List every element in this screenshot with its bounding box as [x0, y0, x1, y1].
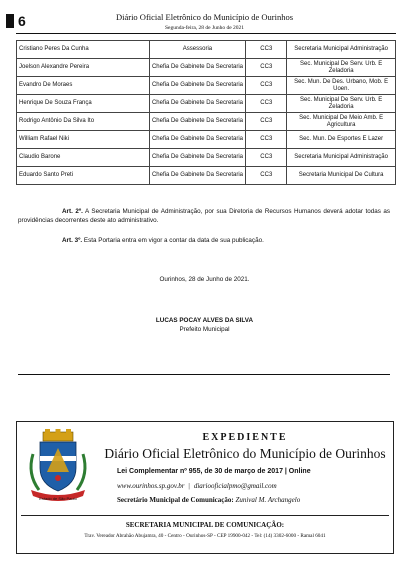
cell-code: CC3 [246, 149, 287, 167]
cell-role: Chefia De Gabinete Da Secretaria [149, 131, 246, 149]
table-row [17, 95, 396, 113]
table-row [17, 149, 396, 167]
expediente-address: Trav. Vereador Abrahão Abujamra, 40 - Centro - Ourinhos-SP - CEP 19900-042 - Tel: (14) 3302-6000 - Ramal 6041 [84, 533, 326, 539]
expediente-heading: EXPEDIENTE [202, 432, 288, 443]
cell-name: Claudio Barone [17, 149, 150, 167]
cell-code: CC3 [246, 77, 287, 95]
table-row [17, 59, 396, 77]
header-divider [16, 33, 396, 34]
article-3 [18, 237, 390, 246]
expediente-links [117, 482, 277, 490]
article-3-text: Esta Portaria entra em vigor a contar da data de sua publicação. [83, 237, 264, 244]
cell-name: Evandro De Moraes [17, 77, 150, 95]
expediente-divider [21, 515, 389, 516]
expediente-department: SECRETARIA MUNICIPAL DE COMUNICAÇÃO: [125, 521, 285, 529]
cell-code: CC3 [246, 59, 287, 77]
signer-name: LUCAS POCAY ALVES DA SILVA [155, 317, 254, 324]
cell-name: William Rafael Niki [17, 131, 150, 149]
cell-code: CC3 [246, 95, 287, 113]
cell-department: Secretaria Municipal Administração [287, 149, 396, 167]
cell-department: Sec. Mun. De Esportes E Lazer [287, 131, 396, 149]
cell-department: Sec. Mun. De Des. Urbano, Mob. E Uoen. [287, 77, 396, 95]
table-row [17, 77, 396, 95]
cell-department: Sec. Municipal De Serv. Urb. E Zeladoria [287, 95, 396, 113]
place-date: Ourinhos, 28 de Junho de 2021. [159, 276, 250, 283]
article-2-label: Art. 2º. [62, 208, 83, 215]
cell-name: Joelson Alexandre Pereira [17, 59, 150, 77]
cell-name: Eduardo Santo Preti [17, 167, 150, 185]
cell-department: Secretaria Municipal Administração [287, 41, 396, 59]
website-link[interactable]: www.ourinhos.sp.gov.br [117, 482, 185, 490]
page-header [0, 0, 409, 36]
cell-code: CC3 [246, 113, 287, 131]
email-link[interactable]: diariooficialpmo@gmail.com [193, 482, 277, 490]
page-number: 6 [18, 13, 26, 29]
cell-role: Chefia De Gabinete Da Secretaria [149, 77, 246, 95]
expediente-secretary [117, 496, 300, 504]
table-row [17, 131, 396, 149]
article-2-text: A Secretaria Municipal de Administração, por sua Diretoria de Recursos Humanos deverá adotar todas as providências decorrentes deste ato administrativo. [18, 208, 390, 224]
link-separator: | [188, 482, 190, 490]
cell-department: Sec. Municipal De Meio Amb. E Agricultura [287, 113, 396, 131]
appointments-table [16, 40, 396, 185]
cell-code: CC3 [246, 41, 287, 59]
cell-name: Henrique De Souza França [17, 95, 150, 113]
cell-name: Rodrigo Antônio Da Silva Ito [17, 113, 150, 131]
cell-role: Chefia De Gabinete Da Secretaria [149, 95, 246, 113]
expediente-title: Diário Oficial Eletrônico do Município de Ourinhos [104, 446, 386, 461]
cell-role: Chefia De Gabinete Da Secretaria [149, 167, 246, 185]
table-row [17, 113, 396, 131]
signer-title: Prefeito Municipal [179, 326, 230, 333]
cell-name: Cristiano Peres Da Cunha [17, 41, 150, 59]
section-divider [18, 374, 390, 375]
cell-role: Chefia De Gabinete Da Secretaria [149, 113, 246, 131]
header-date: Segunda-feira, 28 de Junho de 2021 [164, 25, 245, 31]
cell-role: Chefia De Gabinete Da Secretaria [149, 59, 246, 77]
secretary-name: Zunival M. Archangelo [235, 496, 301, 504]
secretary-label: Secretário Municipal de Comunicação: [117, 496, 234, 504]
table-row [17, 41, 396, 59]
article-2 [18, 208, 390, 225]
cell-code: CC3 [246, 131, 287, 149]
expediente-box [16, 421, 394, 554]
crest-caption: Estado de São Paulo [39, 496, 77, 501]
header-title: Diário Oficial Eletrônico do Município de Ourinhos [115, 12, 294, 22]
cell-department: Secretaria Municipal De Cultura [287, 167, 396, 185]
table-row [17, 167, 396, 185]
expediente-law: Lei Complementar nº 955, de 30 de março de 2017 | Online [117, 468, 311, 475]
cell-code: CC3 [246, 167, 287, 185]
article-3-label: Art. 3º. [62, 237, 83, 244]
cell-role: Chefia De Gabinete Da Secretaria [149, 149, 246, 167]
cell-role: Assessoria [149, 41, 246, 59]
cell-department: Sec. Municipal De Serv. Urb. E Zeladoria [287, 59, 396, 77]
